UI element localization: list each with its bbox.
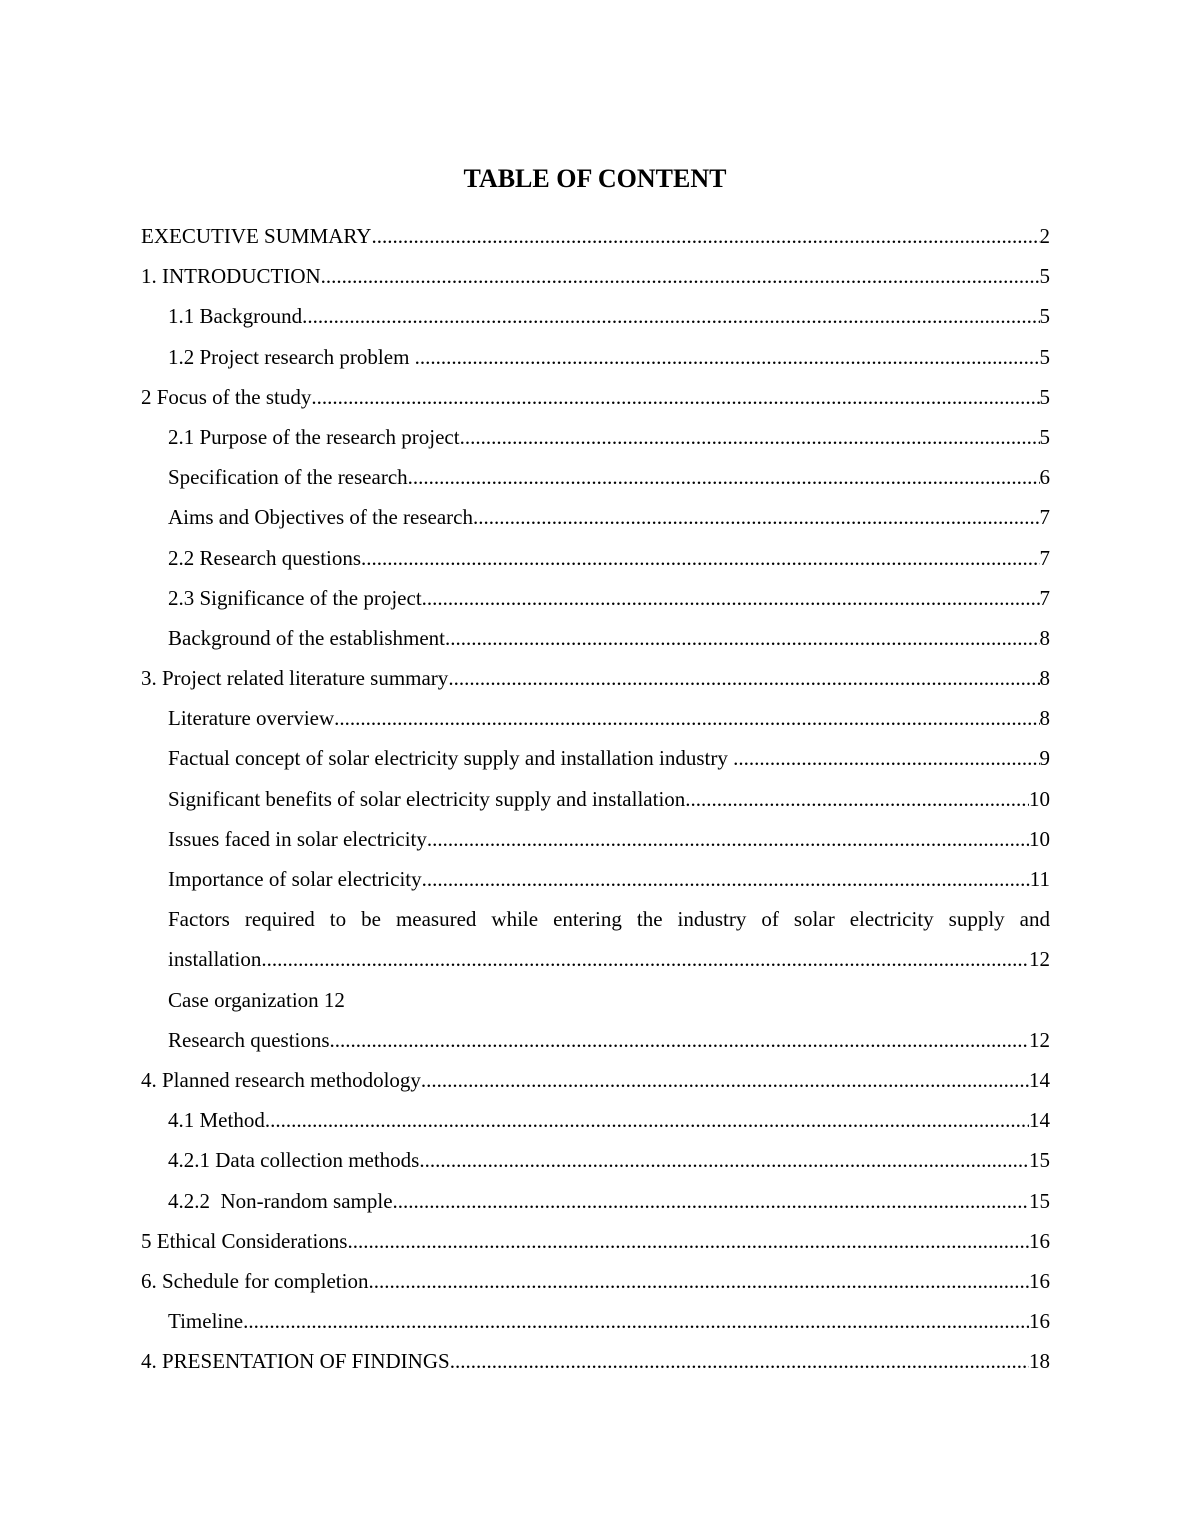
toc-entry-planned-methodology xyxy=(141,1060,1050,1100)
toc-link[interactable] xyxy=(168,1140,1050,1180)
dot-leader xyxy=(419,1140,1029,1180)
toc-link[interactable] xyxy=(141,256,1050,296)
toc-page-number: 5 xyxy=(1039,264,1050,289)
toc-link[interactable] xyxy=(141,1221,1050,1261)
toc-entry-label: 2 Focus of the study xyxy=(141,384,312,409)
toc-entry-label: Background of the establishment xyxy=(168,625,446,650)
toc-link[interactable] xyxy=(168,1181,1050,1221)
toc-entry-label-line1: Factors required to be measured while entering the industry of solar electricity supply and xyxy=(168,907,1050,932)
toc-entry-purpose xyxy=(141,417,1050,457)
toc-page-number: 5 xyxy=(1039,384,1050,409)
dot-leader xyxy=(368,1261,1029,1301)
toc-link[interactable] xyxy=(141,377,1050,417)
toc-link[interactable] xyxy=(168,296,1050,336)
toc-entry-label: 2.2 Research questions xyxy=(168,545,362,570)
toc-page-number: 8 xyxy=(1039,625,1050,650)
toc-page-number: 14 xyxy=(1029,1067,1050,1092)
toc-entry-label: 5 Ethical Considerations xyxy=(141,1228,348,1253)
toc-link[interactable] xyxy=(168,738,1050,778)
toc-entry-label: Aims and Objectives of the research xyxy=(168,505,473,530)
toc-link[interactable] xyxy=(168,497,1050,537)
toc-entry-method xyxy=(141,1100,1050,1140)
dot-leader xyxy=(733,738,1039,778)
toc-entry-aims-objectives xyxy=(141,497,1050,537)
toc-link[interactable] xyxy=(168,980,1050,1020)
table-of-contents xyxy=(141,216,1050,1381)
toc-page-number: 7 xyxy=(1039,505,1050,530)
toc-link[interactable] xyxy=(168,457,1050,497)
toc-link[interactable] xyxy=(168,417,1050,457)
toc-entry-executive-summary xyxy=(141,216,1050,256)
toc-entry-timeline xyxy=(141,1301,1050,1341)
toc-entry-research-questions xyxy=(141,1020,1050,1060)
toc-entry-research-questions-2-2 xyxy=(141,538,1050,578)
dot-leader xyxy=(422,859,1030,899)
toc-entry-label: 6. Schedule for completion xyxy=(141,1268,369,1293)
toc-page-number: 2 xyxy=(1039,224,1050,248)
toc-entry-label: 4.2.2 Non-random sample xyxy=(168,1188,393,1213)
toc-page-number: 12 xyxy=(1029,1027,1050,1052)
toc-page-number: 8 xyxy=(1039,666,1050,691)
toc-entry-label: Literature overview xyxy=(168,706,335,731)
toc-entry-label: 2.1 Purpose of the research project xyxy=(168,424,460,449)
toc-entry-label: 1.2 Project research problem xyxy=(168,344,415,369)
toc-entry-focus-of-study xyxy=(141,377,1050,417)
dot-leader xyxy=(330,1020,1029,1060)
toc-entry-label: 4. Planned research methodology xyxy=(141,1067,421,1092)
toc-entry-research-problem xyxy=(141,337,1050,377)
dot-leader xyxy=(415,337,1040,377)
dot-leader xyxy=(445,618,1039,658)
toc-entry-label: 4.2.1 Data collection methods xyxy=(168,1148,420,1173)
toc-page-number: 15 xyxy=(1029,1188,1050,1213)
toc-page-number: 9 xyxy=(1039,746,1050,771)
toc-link[interactable] xyxy=(168,538,1050,578)
toc-entry-label: Specification of the research xyxy=(168,465,408,490)
toc-page-number: 10 xyxy=(1029,826,1050,851)
dot-leader xyxy=(450,1341,1029,1381)
dot-leader xyxy=(371,216,1039,256)
dot-leader xyxy=(265,1100,1029,1140)
toc-entry-presentation-findings xyxy=(141,1341,1050,1381)
dot-leader xyxy=(302,296,1039,336)
toc-entry-label: Research questions xyxy=(168,1027,330,1052)
toc-link[interactable] xyxy=(168,819,1050,859)
toc-entry-label: EXECUTIVE SUMMARY xyxy=(141,224,372,248)
toc-link[interactable] xyxy=(141,1341,1050,1381)
toc-entry-label: Factual concept of solar electricity supply and installation industry xyxy=(168,746,734,771)
dot-leader xyxy=(321,256,1040,296)
toc-entry-background-establishment xyxy=(141,618,1050,658)
toc-page-number: 8 xyxy=(1039,706,1050,731)
toc-title: TABLE OF CONTENT xyxy=(463,164,727,193)
toc-entry-introduction xyxy=(141,256,1050,296)
toc-page-number: 14 xyxy=(1029,1108,1050,1133)
dot-leader xyxy=(473,497,1040,537)
dot-leader xyxy=(422,578,1040,618)
dot-leader xyxy=(261,939,1029,979)
toc-entry-non-random-sample xyxy=(141,1181,1050,1221)
toc-link[interactable] xyxy=(168,337,1050,377)
toc-link[interactable] xyxy=(141,1261,1050,1301)
toc-entry-significant-benefits xyxy=(141,779,1050,819)
toc-entry-data-collection xyxy=(141,1140,1050,1180)
toc-link[interactable] xyxy=(168,779,1050,819)
toc-page-number: 16 xyxy=(1029,1228,1050,1253)
dot-leader xyxy=(334,698,1039,738)
toc-entry-significance xyxy=(141,578,1050,618)
toc-entry-label: 4. PRESENTATION OF FINDINGS xyxy=(141,1349,450,1374)
dot-leader xyxy=(243,1301,1029,1341)
toc-entry-importance xyxy=(141,859,1050,899)
dot-leader xyxy=(427,819,1029,859)
toc-page-number: 5 xyxy=(1039,344,1050,369)
toc-link[interactable] xyxy=(168,578,1050,618)
toc-entry-label: Timeline xyxy=(168,1309,244,1334)
toc-entry-label: 3. Project related literature summary xyxy=(141,666,449,691)
toc-page-number: 16 xyxy=(1029,1309,1050,1334)
toc-page-number: 16 xyxy=(1029,1268,1050,1293)
toc-entry-label-line2: installation xyxy=(168,947,262,972)
toc-link[interactable] xyxy=(168,899,1050,979)
toc-entry-label: Case organization 12 xyxy=(168,987,345,1012)
toc-page-number: 18 xyxy=(1029,1349,1050,1374)
toc-page-number: 12 xyxy=(1029,947,1050,972)
dot-leader xyxy=(311,377,1039,417)
toc-entry-label: 2.3 Significance of the project xyxy=(168,585,422,610)
toc-entry-ethical-considerations xyxy=(141,1221,1050,1261)
toc-entry-label: Significant benefits of solar electricity supply and installation xyxy=(168,786,686,811)
toc-link[interactable] xyxy=(168,618,1050,658)
toc-entry-factors-required xyxy=(141,899,1050,979)
toc-entry-factual-concept xyxy=(141,738,1050,778)
toc-entry-label: 1.1 Background xyxy=(168,304,303,329)
toc-page-number: 10 xyxy=(1029,786,1050,811)
toc-entry-label: Importance of solar electricity xyxy=(168,867,422,891)
dot-leader xyxy=(361,538,1039,578)
dot-leader xyxy=(408,457,1040,497)
toc-page-number: 5 xyxy=(1039,424,1050,449)
dot-leader xyxy=(460,417,1040,457)
toc-link[interactable] xyxy=(141,216,1050,256)
toc-entry-literature-overview xyxy=(141,698,1050,738)
dot-leader xyxy=(685,779,1029,819)
toc-page-number: 7 xyxy=(1039,585,1050,610)
toc-entry-specification xyxy=(141,457,1050,497)
toc-link[interactable] xyxy=(141,1060,1050,1100)
toc-page-number: 6 xyxy=(1039,465,1050,490)
toc-link[interactable] xyxy=(168,859,1050,899)
toc-entry-literature-summary xyxy=(141,658,1050,698)
toc-page-number: 11 xyxy=(1029,867,1050,891)
toc-link[interactable] xyxy=(168,1020,1050,1060)
toc-entry-issues-faced xyxy=(141,819,1050,859)
toc-link[interactable] xyxy=(141,658,1050,698)
dot-leader xyxy=(393,1181,1029,1221)
toc-entry-label: Issues faced in solar electricity xyxy=(168,826,427,851)
toc-link[interactable] xyxy=(168,1301,1050,1341)
toc-link[interactable] xyxy=(168,698,1050,738)
toc-link[interactable] xyxy=(168,1100,1050,1140)
toc-entry-label: 4.1 Method xyxy=(168,1108,265,1133)
toc-entry-background xyxy=(141,296,1050,336)
toc-page-number: 7 xyxy=(1039,545,1050,570)
toc-entry-case-organization xyxy=(141,980,1050,1020)
toc-page-number: 15 xyxy=(1029,1148,1050,1173)
toc-page-number: 5 xyxy=(1039,304,1050,329)
toc-entry-schedule xyxy=(141,1261,1050,1301)
dot-leader xyxy=(448,658,1039,698)
toc-entry-label: 1. INTRODUCTION xyxy=(141,264,321,289)
dot-leader xyxy=(347,1221,1029,1261)
dot-leader xyxy=(421,1060,1029,1100)
toc-entry-last-line xyxy=(168,939,1050,979)
